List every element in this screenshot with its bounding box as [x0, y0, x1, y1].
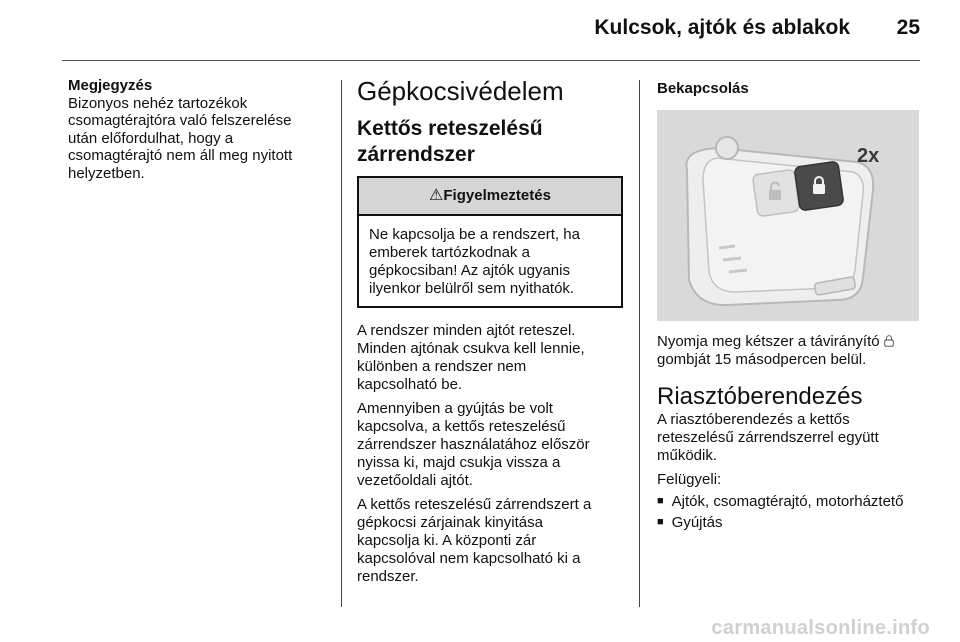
alarm-intro — [657, 411, 927, 465]
paragraph — [357, 322, 625, 394]
bullet-square-icon: ■ — [657, 495, 664, 507]
warning-triangle-icon: ⚠ — [429, 187, 444, 204]
paragraph-line: kapcsolja ki. A központi zár — [357, 532, 537, 549]
warning-header — [359, 178, 621, 216]
bullet-square-icon: ■ — [657, 516, 664, 528]
paragraph-line: gépkocsi zárjainak kinyitása — [357, 514, 543, 531]
warning-line: Ne kapcsolja be a rendszert, ha — [369, 226, 580, 243]
activation-heading: Bekapcsolás — [657, 80, 749, 97]
note-line: Bizonyos nehéz tartozékok — [68, 94, 248, 112]
monitored-list — [657, 491, 927, 533]
instruction-line: gombját 15 másodpercen belül. — [657, 351, 867, 368]
instruction-line: Nyomja meg kétszer a távirányító — [657, 333, 880, 350]
paragraph-line: A rendszer minden ajtót reteszel. — [357, 322, 576, 339]
section-title-vehicle-security: Gépkocsivédelem — [357, 76, 564, 106]
note-line: után előfordulhat, hogy a — [68, 129, 234, 147]
header-rule — [62, 60, 920, 61]
note-line: csomagtérajtóra való felszerelése — [68, 112, 292, 129]
column-divider-right — [639, 80, 640, 607]
warning-line: emberek tartózkodnak a — [369, 244, 530, 261]
column-divider-left — [341, 80, 342, 607]
key-fob-illustration — [657, 110, 919, 321]
list-item — [657, 491, 927, 512]
paragraph-line: kapcsolóval nem kapcsolható ki a — [357, 550, 581, 567]
alarm-intro-line: működik. — [657, 447, 718, 464]
note-title: Megjegyzés — [68, 77, 153, 94]
note-column — [68, 77, 330, 182]
subsection-title-deadlocking — [357, 116, 607, 168]
subsection-title-line: zárrendszer — [357, 143, 475, 166]
alarm-intro-line: A riasztóberendezés a kettős — [657, 411, 850, 428]
warning-title: Figyelmeztetés — [443, 187, 551, 204]
paragraph-line: Amennyiben a gyújtás be volt — [357, 400, 553, 417]
paragraph-line: A kettős reteszelésű zárrendszert a — [357, 496, 592, 513]
paragraph-line: nyissa ki, majd csukja vissza a — [357, 454, 561, 471]
paragraph-line: különben a rendszer nem — [357, 358, 527, 375]
alarm-intro-line: reteszelésű zárrendszerrel együtt — [657, 429, 879, 446]
paragraph-line: Minden ajtónak csukva kell lennie, — [357, 340, 585, 357]
activation-column — [657, 76, 927, 533]
watermark-text: carmanualsonline.info — [711, 617, 930, 639]
instruction-text — [657, 333, 927, 369]
paragraph-line: kapcsolva, a kettős reteszelésű — [357, 418, 566, 435]
page-header-title: Kulcsok, ajtók és ablakok — [594, 16, 850, 39]
note-line: helyzetben. — [68, 164, 145, 182]
page-number: 25 — [896, 16, 920, 39]
note-line: csomagtérajtó nem áll meg nyitott — [68, 147, 293, 164]
paragraph-line: rendszer. — [357, 568, 419, 585]
warning-line: gépkocsiban! Az ajtók ugyanis — [369, 262, 570, 279]
list-item-text: Gyújtás — [671, 514, 723, 531]
warning-body — [359, 216, 621, 306]
paragraph-line: zárrendszer használatához először — [357, 436, 590, 453]
paragraph-line: kapcsolható be. — [357, 376, 463, 393]
section-title-alarm: Riasztóberendezés — [657, 383, 863, 410]
vehicle-security-column — [357, 76, 625, 586]
paragraph — [357, 400, 625, 490]
press-count-label: 2x — [857, 145, 880, 167]
subsection-title-line: Kettős reteszelésű — [357, 117, 543, 140]
monitors-label: Felügyeli: — [657, 471, 722, 488]
lock-icon — [884, 335, 894, 347]
paragraph — [357, 496, 625, 586]
paragraph-line: vezetőoldali ajtót. — [357, 472, 473, 489]
list-item — [657, 512, 927, 533]
warning-box — [357, 176, 623, 308]
list-item-text: Ajtók, csomagtérajtó, motorháztető — [671, 493, 904, 510]
warning-line: ilyenkor belülről sem nyithatók. — [369, 280, 575, 297]
